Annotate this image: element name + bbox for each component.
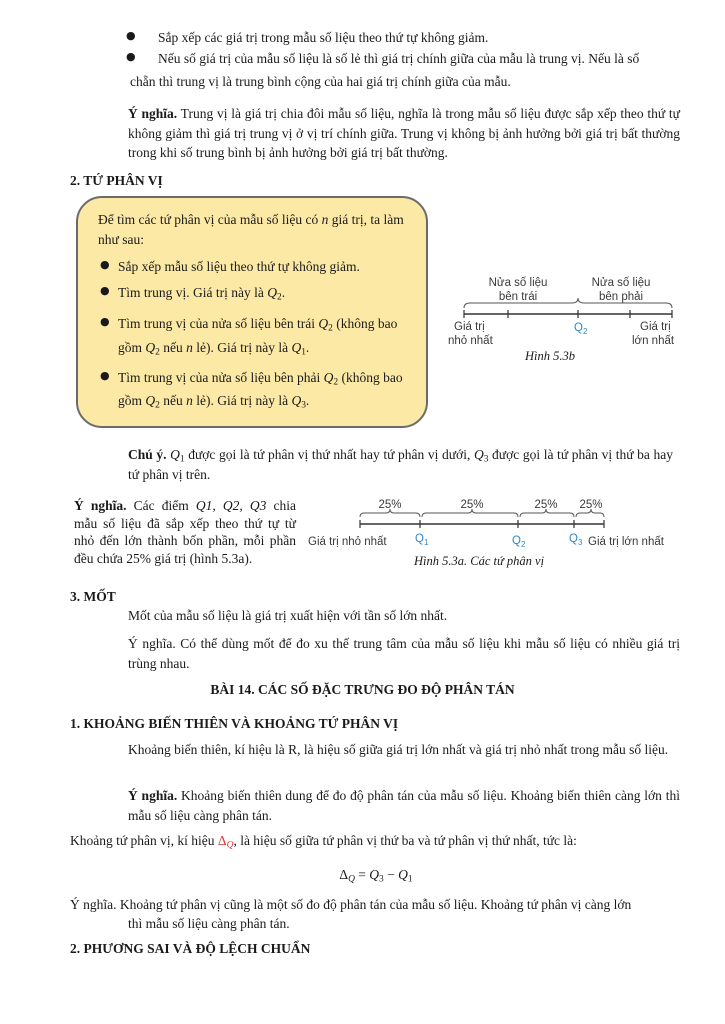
fig53a-pct-2: 25% (460, 499, 484, 511)
box-step-1: ● Sắp xếp mẫu số liệu theo thứ tự không giảm. (100, 258, 360, 275)
fig53a-q1-label: $Q_1$ (415, 533, 429, 547)
iqr-meaning-line-1: Ý nghĩa. Khoảng tứ phân vị cũng là một số đo độ phân tán của mẫu số liệu. Khoảng tứ phân vị càng lớn (70, 897, 632, 912)
fig53b-caption: Hình 5.3b (525, 349, 575, 363)
box-step-3: ● Tìm trung vị của nửa số liệu bên trái $Q_2$ (không bao gồm $Q_2$ nếu n lẻ). Giá trị này là $Q_1$. (98, 312, 410, 359)
quartile-meaning: Ý nghĩa. Các điểm Q1, Q2, Q3 chia mẫu số liệu đã sắp xếp theo thứ tự từ nhỏ đến lớn thành bốn phần, mỗi phần đều chứa 25% giá trị (hình 5.3a). (74, 498, 296, 566)
mode-meaning: Ý nghĩa. Có thể dùng mốt để đo xu thế trung tâm của mẫu số liệu khi mẫu số liệu có nhiều giá trị trùng nhau. (128, 636, 680, 671)
bullet-odd-even: ● Nếu số giá trị của mẫu số liệu là số lẻ thì giá trị chính giữa của mẫu là trung vị. Nếu là số (126, 50, 640, 66)
iqr-formula: $\Delta_Q = Q_3 - Q_1$ (339, 867, 413, 885)
iqr-meaning-line-2: thì mẫu số liệu càng phân tán. (128, 916, 290, 931)
range-definition: Khoảng biến thiên, kí hiệu là R, là hiệu số giữa giá trị lớn nhất và giá trị nhỏ nhất trong mẫu số liệu. (128, 742, 669, 757)
fig53a-q3-label: $Q_3$ (569, 533, 583, 547)
median-meaning: Ý nghĩa. Trung vị là giá trị chia đôi mẫu số liệu, nghĩa là trong mẫu số liệu được sắp xếp theo thứ tự không giảm thì giá trị trung vị ở vị trí chính giữa. Trung vị không bị ảnh hưởng bởi giá trị bất thường trong khi số trung bình bị ảnh hưởng bởi giá trị bất thường. (128, 106, 680, 161)
mode-definition: Mốt của mẫu số liệu là giá trị xuất hiện với tần số lớn nhất. (128, 608, 448, 623)
fig53b-right-half-label-1: Nửa số liệu (591, 277, 651, 289)
fig53b-left-half-label-1: Nửa số liệu (488, 277, 548, 289)
fig53b-min-label-1: Giá trị (454, 321, 485, 333)
fig53a-q2-label: $Q_2$ (512, 535, 526, 549)
bullet-continuation: chẵn thì trung vị là trung bình cộng của hai giá trị chính giữa của mẫu. (130, 74, 511, 89)
range-meaning: Ý nghĩa. Khoảng biến thiên dung để đo độ phân tán của mẫu số liệu. Khoảng biến thiên càng lớn thì mẫu số liệu càng phân tán. (128, 788, 680, 823)
fig53b-max-label-1: Giá trị (640, 321, 671, 333)
bullet-icon: ● (100, 368, 110, 382)
quartile-note: Chú ý. $Q_1$ được gọi là tứ phân vị thứ nhất hay tứ phân vị dưới, $Q_3$ được gọi là tứ phân vị thứ ba hay tứ phân vị trên. (128, 447, 674, 482)
bullet-icon: ● (100, 258, 110, 272)
bullet-icon: ● (100, 315, 110, 329)
fig53a-pct-1: 25% (378, 499, 402, 511)
fig53a-min-label: Giá trị nhỏ nhất (308, 536, 387, 548)
figure-5-3b (440, 272, 680, 358)
bullet-icon: ● (126, 29, 136, 42)
bullet-icon: ● (100, 283, 110, 297)
fig53a-brace (360, 509, 420, 517)
quartile-procedure-box (76, 196, 428, 428)
fig53b-left-half-label-2: bên trái (498, 291, 538, 303)
iqr-symbol: $\Delta_Q$ (217, 833, 234, 851)
box-step-2: ● Tìm trung vị. Giá trị này là $Q_2$. (100, 283, 286, 303)
box-intro: Để tìm các tứ phân vị của mẫu số liệu có n giá trị, ta làm như sau: (98, 212, 404, 247)
lesson-14-section-1-title: 1. KHOẢNG BIẾN THIÊN VÀ KHOẢNG TỨ PHÂN VỊ (70, 716, 399, 731)
box-step-4: ● Tìm trung vị của nửa số liệu bên phải $Q_2$ (không bao gồm $Q_2$ nếu n lẻ). Giá trị này là $Q_3$. (98, 366, 410, 413)
lesson-14-section-2-title: 2. PHƯƠNG SAI VÀ ĐỘ LỆCH CHUẨN (70, 941, 311, 956)
section-2-title: 2. TỨ PHÂN VỊ (70, 173, 163, 188)
iqr-definition: Khoảng tứ phân vị, kí hiệu $\Delta_Q$, là hiệu số giữa tứ phân vị thứ ba và tứ phân vị thứ nhất, tức là: (70, 833, 577, 851)
bullet-sort: ● Sắp xếp các giá trị trong mẫu số liệu theo thứ tự không giảm. (126, 29, 489, 45)
figure-5-3a (304, 494, 680, 552)
lesson-14-title: BÀI 14. CÁC SỐ ĐẶC TRƯNG ĐO ĐỘ PHÂN TÁN (210, 682, 515, 697)
fig53b-max-label-2: lớn nhất (632, 335, 675, 347)
fig53a-pct-3: 25% (534, 499, 558, 511)
fig53b-min-label-2: nhỏ nhất (448, 335, 493, 347)
section-3-title: 3. MỐT (70, 589, 116, 604)
fig53a-pct-4: 25% (579, 499, 603, 511)
fig53b-right-half-label-2: bên phải (598, 291, 644, 303)
fig53a-max-label: Giá trị lớn nhất (588, 536, 664, 548)
bullet-icon: ● (126, 50, 136, 63)
fig53a-caption: Hình 5.3a. Các tứ phân vị (414, 554, 545, 568)
fig53b-q2-label: $Q_2$ (574, 322, 588, 336)
